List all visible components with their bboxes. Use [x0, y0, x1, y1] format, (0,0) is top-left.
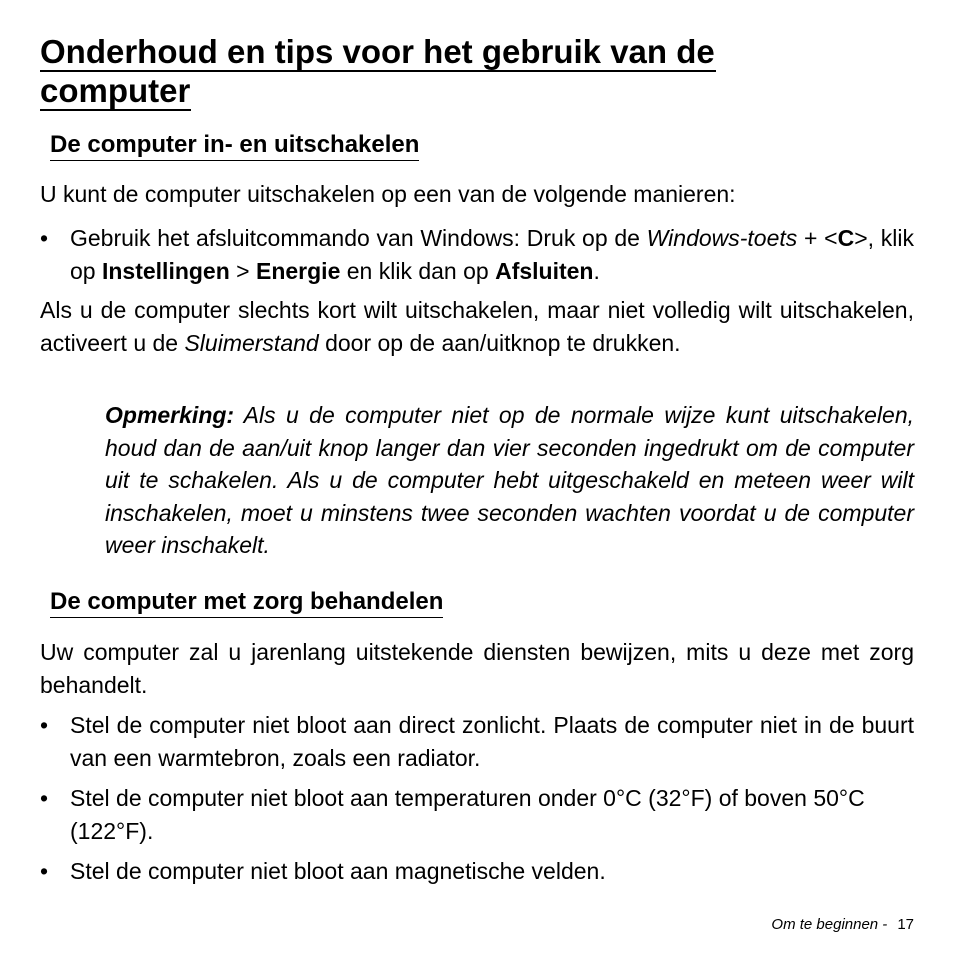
bullet-icon: • [40, 225, 49, 251]
care-intro: Uw computer zal u jarenlang uitstekende diensten bewijzen, mits u deze met zorg behandelt. [40, 639, 914, 698]
list-item: • Stel de computer niet bloot aan direct zonlicht. Plaats de computer niet in de buurt van een warmtebron, zoals een radiator. [40, 709, 914, 774]
page-title-line-2: computer [40, 72, 191, 109]
footer-label: Om te beginnen - [771, 916, 888, 933]
page-title [40, 33, 794, 111]
page-number: 17 [897, 916, 914, 933]
list-item: • Stel de computer niet bloot aan magnetische velden. [40, 855, 914, 888]
section-heading-care: De computer met zorg behandelen [50, 588, 443, 618]
power-intro: U kunt de computer uitschakelen op een van de volgende manieren: [40, 181, 736, 207]
list-item: • Stel de computer niet bloot aan temperaturen onder 0°C (32°F) of boven 50°C (122°F). [40, 782, 914, 847]
bullet-icon: • [40, 785, 49, 811]
note-label: Opmerking: [105, 402, 235, 428]
page-footer [771, 916, 914, 933]
note-text: Als u de computer niet op de normale wijze kunt uitschakelen, houd dan de aan/uit knop langer dan vier seconden ingedrukt om de computer uit te schakelen. Als u de computer hebt uitgeschakeld en meteen weer wilt inschakelen, moet u minstens twee seconden wachten voordat u de computer weer inschakelt. [105, 402, 914, 558]
bullet-icon: • [40, 712, 49, 738]
list-item-shutdown: • Gebruik het afsluitcommando van Windows: Druk op de Windows-toets + <C>, klik op Instellingen > Energie en klik dan op Afsluiten. [40, 222, 914, 287]
sleep-paragraph: Als u de computer slechts kort wilt uitschakelen, maar niet volledig wilt uitschakelen, activeert u de Sluimerstand door op de aan/uitknop te drukken. [40, 297, 914, 356]
note-block [105, 399, 914, 562]
section-heading-power: De computer in- en uitschakelen [50, 131, 419, 161]
bullet-icon: • [40, 858, 49, 884]
page-title-line-1: Onderhoud en tips voor het gebruik van de [40, 33, 715, 70]
